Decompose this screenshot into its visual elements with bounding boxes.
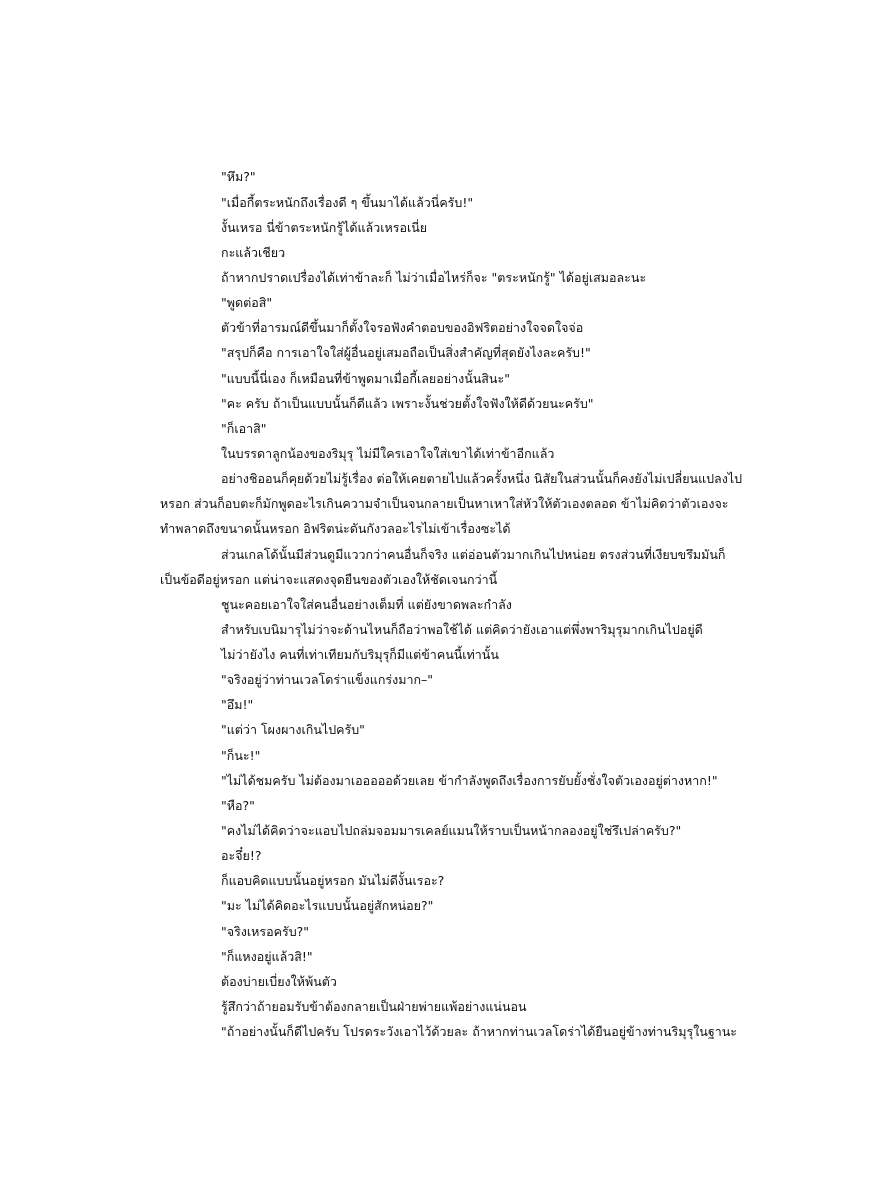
text-line: ก็แอบคิดแบบนั้นอยู่หรอก มันไม่ดีงั้นเรอะ?	[221, 873, 445, 888]
text-line: ในบรรดาลูกน้องของริมุรุ ไม่มีใครเอาใจใส่เขาได้เท่าข้าอีกแล้ว	[221, 446, 555, 461]
text-line: "จริงเหรอครับ?"	[221, 924, 310, 939]
text-line: อะจึ๋ย!?	[221, 848, 262, 863]
text-line: "ไม่ได้ชมครับ ไม่ต้องมาเอออออด้วยเลย ข้ากำลังพูดถึงเรื่องการยับยั้งชั่งใจตัวเองอยู่ต่างหาก!"	[221, 773, 718, 788]
text-line: "จริงอยู่ว่าท่านเวลโดร่าแข็งแกร่งมาก–"	[221, 672, 434, 687]
text-line: หรอก ส่วนก็อบตะก็มักพูดอะไรเกินความจำเป็นจนกลายเป็นหาเหาใส่หัวให้ตัวเองตลอด ข้าไม่คิดว่าตัวเองจะ	[160, 496, 729, 511]
text-line: ชูนะคอยเอาใจใส่คนอื่นอย่างเต็มที่ แต่ยังขาดพละกำลัง	[221, 597, 512, 612]
text-line: ส่วนเกลโด้นั้นมีส่วนดูมีแววกว่าคนอื่นก็จริง แต่อ่อนตัวมากเกินไปหน่อย ตรงส่วนที่เงียบขรึมมันก็	[221, 547, 726, 562]
text-line: "อึม!"	[221, 697, 254, 712]
text-line: ต้องบ่ายเบี่ยงให้พ้นตัว	[221, 974, 337, 989]
text-line: ถ้าหากปราดเปรื่องได้เท่าข้าละก็ ไม่ว่าเมื่อไหร่ก็จะ "ตระหนักรู้" ได้อยู่เสมอละนะ	[221, 270, 647, 285]
text-line: กะแล้วเชียว	[221, 245, 286, 260]
text-line: ตัวข้าที่อารมณ์ดีขึ้นมาก็ตั้งใจรอฟังคำตอบของอิฟริตอย่างใจจดใจจ่อ	[221, 320, 584, 335]
text-line: ไม่ว่ายังไง คนที่เท่าเทียมกับริมุรุก็มีแต่ข้าคนนี้เท่านั้น	[221, 647, 499, 662]
text-line: "คะ ครับ ถ้าเป็นแบบนั้นก็ดีแล้ว เพราะงั้นช่วยตั้งใจฟังให้ดีด้วยนะครับ"	[221, 396, 594, 411]
text-line: รู้สึกว่าถ้ายอมรับข้าต้องกลายเป็นฝ่ายพ่ายแพ้อย่างแน่นอน	[221, 999, 527, 1014]
text-line: "หึม?"	[221, 169, 256, 184]
text-line: เป็นข้อดีอยู่หรอก แต่น่าจะแสดงจุดยืนของตัวเองให้ชัดเจนกว่านี้	[160, 572, 498, 587]
text-line: "มะ ไม่ได้คิดอะไรแบบนั้นอยู่สักหน่อย?"	[221, 898, 434, 913]
text-line: "ถ้าอย่างนั้นก็ดีไปครับ โปรดระวังเอาไว้ด้วยละ ถ้าหากท่านเวลโดร่าได้ยืนอยู่ข้างท่านริมุรุในฐานะ	[221, 1024, 738, 1039]
text-line: "พูดต่อสิ"	[221, 295, 273, 310]
text-line: อย่างชิออนก็คุยด้วยไม่รู้เรื่อง ต่อให้เคยตายไปแล้วครั้งหนึ่ง นิสัยในส่วนนั้นก็คงยังไม่เปลี่ยนแปลงไป	[221, 471, 743, 486]
text-line: "ก็เอาสิ"	[221, 421, 267, 436]
text-line: "แบบนี้นี่เอง ก็เหมือนที่ข้าพูดมาเมื่อกี้เลยอย่างนั้นสินะ"	[221, 371, 510, 386]
text-line: งั้นเหรอ นี่ข้าตระหนักรู้ได้แล้วเหรอเนี่ย	[221, 220, 428, 235]
text-line: "สรุปก็คือ การเอาใจใส่ผู้อื่นอยู่เสมอถือเป็นสิ่งสำคัญที่สุดยังไงละครับ!"	[221, 345, 591, 360]
text-line: "คงไม่ได้คิดว่าจะแอบไปถล่มจอมมารเคลย์แมนให้ราบเป็นหน้ากลองอยู่ใช่รึเปล่าครับ?"	[221, 823, 682, 838]
text-line: "ก็นะ!"	[221, 748, 261, 763]
text-line: "แต่ว่า โผงผางเกินไปครับ"	[221, 722, 365, 737]
text-line: "เมื่อกี้ตระหนักถึงเรื่องดี ๆ ขึ้นมาได้แล้วนี่ครับ!"	[221, 195, 474, 210]
text-line: "หือ?"	[221, 798, 255, 813]
text-line: "ก็แหงอยู่แล้วสิ!"	[221, 949, 313, 964]
text-line: สำหรับเบนิมารุไม่ว่าจะด้านไหนก็ถือว่าพอใช้ได้ แต่คิดว่ายังเอาแต่พึ่งพาริมุรุมากเกินไปอยู่ดี	[221, 622, 703, 637]
text-line: ทำพลาดถึงขนาดนั้นหรอก อิฟริตน่ะดันกังวลอะไรไม่เข้าเรื่องซะได้	[160, 521, 511, 536]
